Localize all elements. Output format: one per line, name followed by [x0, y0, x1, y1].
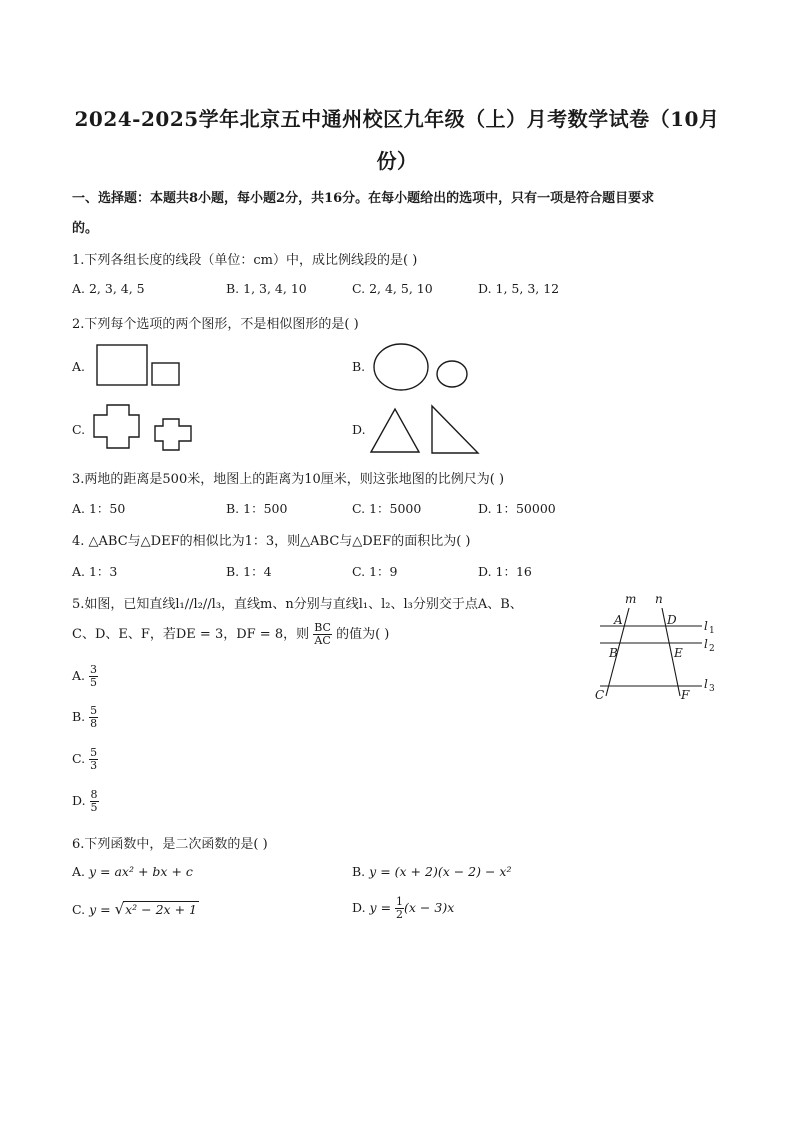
question-4-stem: 4. △ABC与△DEF的相似比为1：3，则△ABC与△DEF的面积比为( ) — [72, 534, 471, 549]
fraction-denominator: 2 — [396, 908, 404, 921]
fraction-numerator: 8 — [90, 788, 98, 801]
option-label: A. — [72, 864, 86, 879]
exam-title-line1: 2024-2025学年北京五中通州校区九年级（上）月考数学试卷（10月 — [74, 107, 720, 131]
question-2-stem: 2.下列每个选项的两个图形，不是相似图形的是( ) — [72, 317, 359, 332]
question-1-stem: 1.下列各组长度的线段（单位：cm）中，成比例线段的是( ) — [72, 253, 418, 268]
fraction-numerator: 1 — [396, 895, 404, 908]
label-l3-sub: 3 — [709, 684, 715, 694]
label-l2-sub: 2 — [709, 644, 715, 654]
question-2-label-d: D. — [352, 422, 366, 437]
label-n: n — [655, 592, 663, 606]
label-C: C — [595, 688, 605, 702]
option-expression-prefix: y = — [369, 900, 396, 915]
label-F: F — [681, 688, 690, 702]
fraction-numerator: 3 — [90, 663, 97, 676]
question-1-option-b: B. 1, 3, 4, 10 — [226, 281, 307, 296]
fraction-denominator: 5 — [90, 676, 97, 689]
sqrt-sign-icon: √ — [114, 900, 125, 918]
option-label: B. — [352, 864, 366, 879]
option-label: C. — [72, 902, 86, 917]
section-instructions-line2: 的。 — [72, 221, 99, 236]
q5-parallel-lines-figure — [590, 588, 730, 710]
question-1-option-d: D. 1, 5, 3, 12 — [478, 281, 560, 296]
option-expression-suffix: (x − 3)x — [404, 900, 455, 915]
option-label: D. — [352, 900, 366, 915]
q2-figure-b-ovals — [366, 338, 476, 396]
exam-title-line2: 份） — [376, 149, 418, 173]
question-4-option-a: A. 1：3 — [72, 564, 118, 579]
question-2-label-c: C. — [72, 422, 86, 437]
option-label: A. — [72, 668, 86, 683]
question-5-stem-line1: 5.如图，已知直线l₁//l₂//l₃，直线m、n分别与直线l₁、l₂、l₃分别交于点A、B、 — [72, 597, 523, 612]
q2-figure-a-squares — [90, 338, 200, 394]
option-label: B. — [72, 709, 86, 724]
question-5-stem-line2-pre: C、D、E、F，若DE = 3，DF = 8，则 — [72, 627, 310, 642]
question-5-stem-line2 — [72, 622, 389, 647]
question-4-option-b: B. 1：4 — [226, 564, 272, 579]
option-label: C. — [72, 751, 86, 766]
question-5-option-b — [72, 705, 98, 730]
q2-figure-c-crosses — [90, 400, 200, 456]
fraction-numerator: 5 — [90, 704, 98, 717]
question-6-stem: 6.下列函数中，是二次函数的是( ) — [72, 837, 268, 852]
label-D: D — [667, 613, 677, 627]
label-l2: l — [704, 637, 708, 651]
fraction-denominator: AC — [314, 634, 331, 647]
option-expression-prefix: y = — [89, 902, 115, 917]
question-6-option-d — [352, 896, 454, 921]
option-label: D. — [72, 793, 86, 808]
label-l1-sub: 1 — [709, 626, 715, 636]
fraction-denominator: 3 — [90, 759, 98, 772]
question-5-ratio-fraction — [313, 622, 332, 647]
question-3-stem: 3.两地的距离是500米，地图上的距离为10厘米，则这张地图的比例尺为( ) — [72, 472, 505, 487]
question-2-label-a: A. — [72, 359, 86, 374]
fraction-denominator: 8 — [90, 717, 98, 730]
label-m: m — [625, 592, 637, 606]
fraction-numerator: BC — [314, 621, 331, 634]
fraction-numerator: 5 — [90, 746, 98, 759]
label-B: B — [609, 646, 618, 660]
sqrt-radicand: x² − 2x + 1 — [125, 902, 197, 917]
fraction-denominator: 5 — [90, 801, 98, 814]
option-expression: y = ax² + bx + c — [89, 864, 193, 879]
section-instructions-line1: 一、选择题：本题共8小题，每小题2分，共16分。在每小题给出的选项中，只有一项是符合题目要求 — [72, 191, 655, 206]
question-1-option-c: C. 2, 4, 5, 10 — [352, 281, 433, 296]
question-2-label-b: B. — [352, 359, 366, 374]
label-A: A — [614, 613, 623, 627]
question-6-option-b — [352, 864, 511, 879]
question-6-option-a — [72, 864, 193, 879]
option-expression: y = (x + 2)(x − 2) − x² — [369, 864, 512, 879]
question-5-option-a — [72, 664, 98, 689]
question-3-option-a: A. 1：50 — [72, 501, 126, 516]
question-3-option-b: B. 1：500 — [226, 501, 288, 516]
question-5-stem-line2-post: 的值为( ) — [336, 627, 390, 642]
question-5-option-d — [72, 789, 99, 814]
label-l1: l — [704, 619, 708, 633]
question-1-option-a: A. 2, 3, 4, 5 — [72, 281, 145, 296]
question-4-option-d: D. 1：16 — [478, 564, 532, 579]
label-E: E — [674, 646, 683, 660]
label-l3: l — [704, 677, 708, 691]
q2-figure-d-triangles — [366, 400, 486, 458]
question-4-option-c: C. 1：9 — [352, 564, 398, 579]
question-6-option-c — [72, 900, 199, 918]
question-3-option-c: C. 1：5000 — [352, 501, 422, 516]
question-5-option-c — [72, 747, 98, 772]
question-3-option-d: D. 1：50000 — [478, 501, 556, 516]
